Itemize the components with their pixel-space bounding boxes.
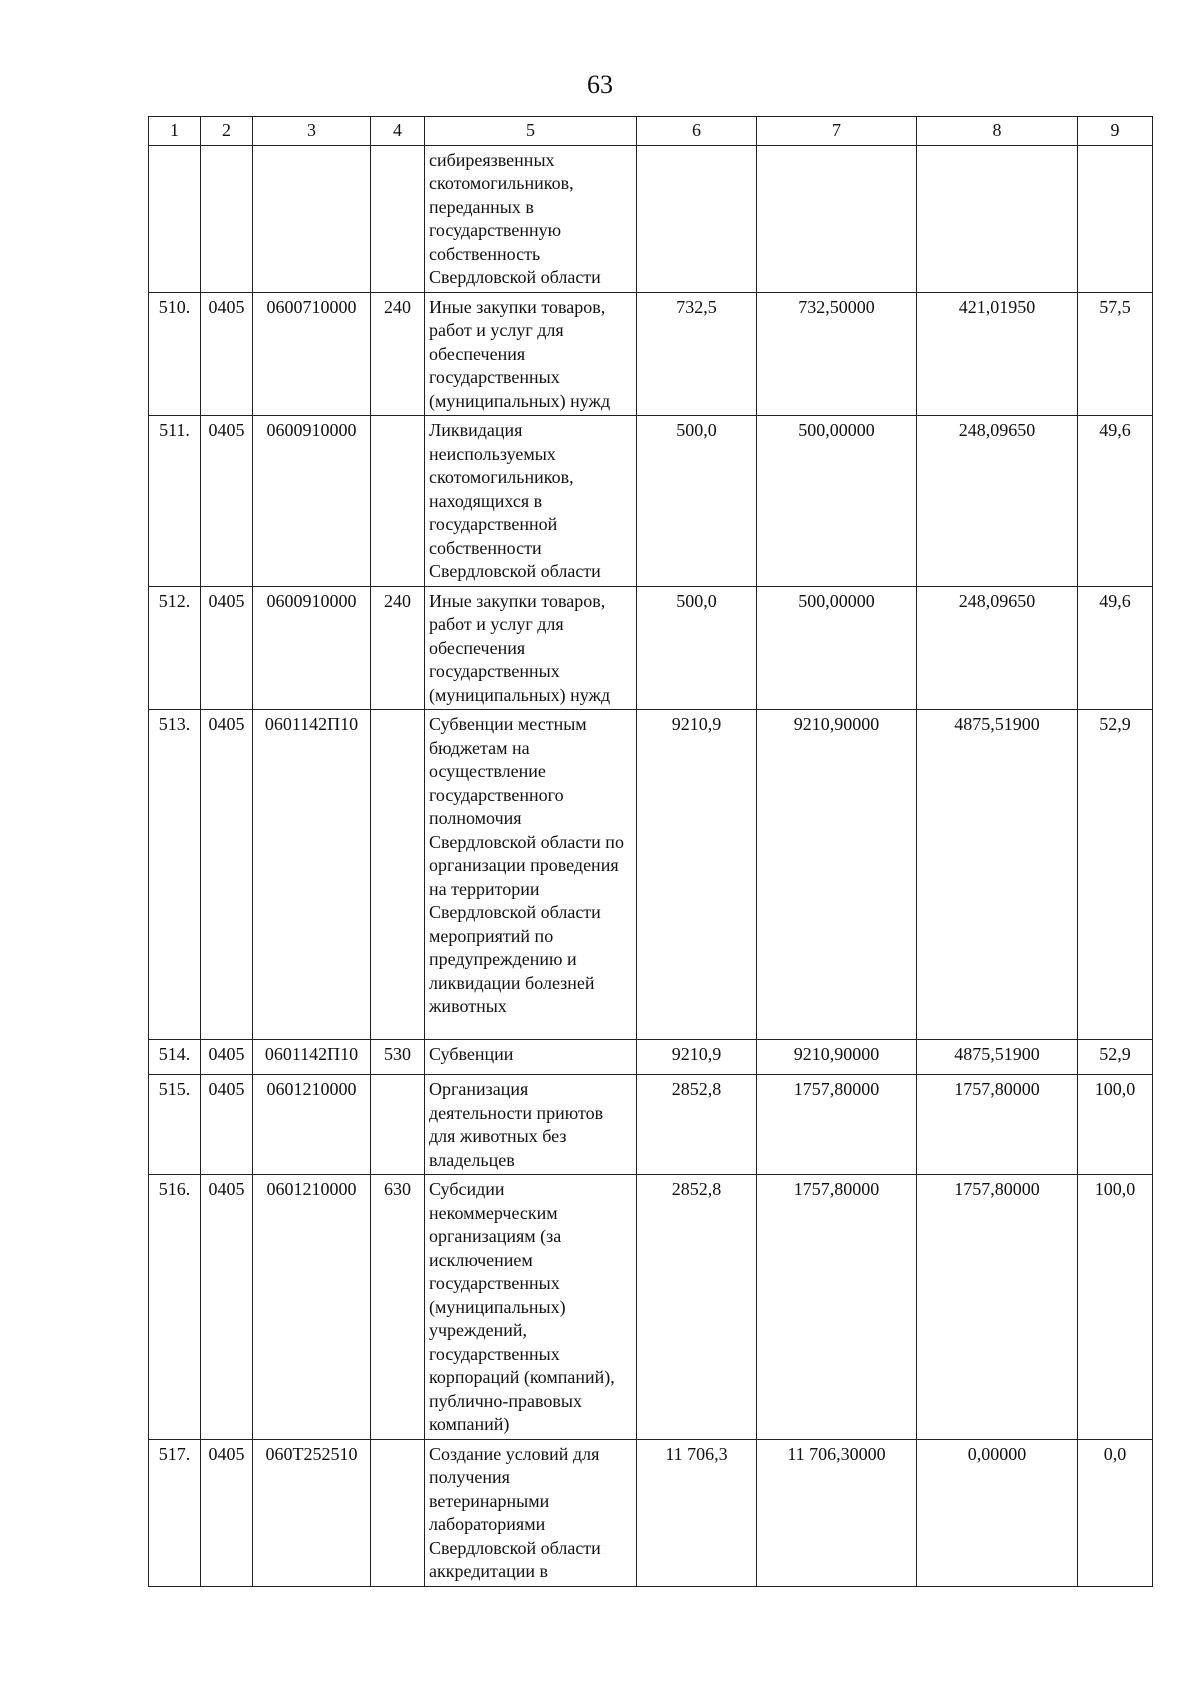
cell-num: 512. [149,586,201,710]
table-row [149,1040,1153,1075]
table-row [149,1439,1153,1586]
cell-article: 0601210000 [253,1175,371,1440]
cell-article: 0600910000 [253,586,371,710]
cell-value-7 [757,145,917,292]
cell-num: 517. [149,1439,201,1586]
cell-value-6: 9210,9 [637,710,757,1040]
cell-article: 0601142П10 [253,1040,371,1075]
cell-value-7: 1757,80000 [757,1075,917,1175]
cell-num: 514. [149,1040,201,1075]
cell-value-7: 732,50000 [757,292,917,416]
table-row [149,1075,1153,1175]
page-number: 63 [587,70,613,99]
cell-num: 511. [149,416,201,587]
cell-value-6: 2852,8 [637,1075,757,1175]
table-row [149,416,1153,587]
cell-num: 515. [149,1075,201,1175]
table-row [149,292,1153,416]
cell-value-7: 500,00000 [757,416,917,587]
header-col-1: 1 [149,117,201,146]
cell-section: 0405 [201,586,253,710]
cell-article: 0601210000 [253,1075,371,1175]
cell-num: 513. [149,710,201,1040]
cell-value-8: 4875,51900 [917,1040,1078,1075]
table-row [149,145,1153,292]
cell-article: 0600710000 [253,292,371,416]
cell-expense-type [371,145,425,292]
cell-article: 060Т252510 [253,1439,371,1586]
cell-name: Ликвидация неиспользуемых скотомогильников, находящихся в государственной собственности Свердловской области [425,416,637,587]
cell-value-9 [1078,145,1153,292]
cell-num: 516. [149,1175,201,1440]
table-body [149,145,1153,1586]
cell-value-8: 1757,80000 [917,1075,1078,1175]
cell-value-6 [637,145,757,292]
cell-name: Субвенции [425,1040,637,1075]
cell-section: 0405 [201,292,253,416]
cell-value-6: 11 706,3 [637,1439,757,1586]
cell-value-9: 52,9 [1078,1040,1153,1075]
cell-value-9: 49,6 [1078,586,1153,710]
cell-name: Субсидии некоммерческим организациям (за исключением государственных (муниципальных) учреждений, государственных корпораций (компаний), публично-правовых компаний) [425,1175,637,1440]
cell-section: 0405 [201,1075,253,1175]
header-col-4: 4 [371,117,425,146]
header-col-7: 7 [757,117,917,146]
cell-section: 0405 [201,1175,253,1440]
cell-value-6: 500,0 [637,586,757,710]
cell-value-7: 9210,90000 [757,1040,917,1075]
header-row [149,117,1153,146]
cell-expense-type: 240 [371,586,425,710]
cell-value-8: 1757,80000 [917,1175,1078,1440]
cell-value-7: 11 706,30000 [757,1439,917,1586]
cell-section: 0405 [201,1439,253,1586]
cell-article: 0600910000 [253,416,371,587]
cell-value-8: 0,00000 [917,1439,1078,1586]
cell-value-8: 248,09650 [917,416,1078,587]
cell-name: Организация деятельности приютов для животных без владельцев [425,1075,637,1175]
cell-section: 0405 [201,416,253,587]
cell-section [201,145,253,292]
cell-value-7: 9210,90000 [757,710,917,1040]
cell-value-8: 4875,51900 [917,710,1078,1040]
cell-expense-type: 530 [371,1040,425,1075]
cell-value-9: 0,0 [1078,1439,1153,1586]
cell-num: 510. [149,292,201,416]
cell-value-6: 9210,9 [637,1040,757,1075]
header-col-9: 9 [1078,117,1153,146]
cell-value-7: 1757,80000 [757,1175,917,1440]
budget-table [148,116,1153,1587]
cell-value-8: 248,09650 [917,586,1078,710]
cell-value-8: 421,01950 [917,292,1078,416]
cell-value-9: 100,0 [1078,1075,1153,1175]
cell-article [253,145,371,292]
cell-value-9: 57,5 [1078,292,1153,416]
cell-expense-type [371,1075,425,1175]
cell-name: Иные закупки товаров, работ и услуг для обеспечения государственных (муниципальных) нужд [425,586,637,710]
cell-section: 0405 [201,1040,253,1075]
cell-value-9: 49,6 [1078,416,1153,587]
cell-section: 0405 [201,710,253,1040]
cell-expense-type [371,710,425,1040]
cell-name: Субвенции местным бюджетам на осуществление государственного полномочия Свердловской области по организации проведения на территории Свердловской области мероприятий по предупреждению и ликвидации болезней животных [425,710,637,1040]
cell-name: Иные закупки товаров, работ и услуг для обеспечения государственных (муниципальных) нужд [425,292,637,416]
cell-name: сибиреязвенных скотомогильников, переданных в государственную собственность Свердловской области [425,145,637,292]
cell-expense-type: 240 [371,292,425,416]
header-col-5: 5 [425,117,637,146]
cell-article: 0601142П10 [253,710,371,1040]
cell-value-6: 732,5 [637,292,757,416]
cell-value-7: 500,00000 [757,586,917,710]
cell-value-6: 2852,8 [637,1175,757,1440]
cell-value-9: 100,0 [1078,1175,1153,1440]
table-row [149,586,1153,710]
table-row [149,710,1153,1040]
header-col-8: 8 [917,117,1078,146]
header-col-6: 6 [637,117,757,146]
header-col-2: 2 [201,117,253,146]
cell-expense-type: 630 [371,1175,425,1440]
cell-num [149,145,201,292]
cell-value-6: 500,0 [637,416,757,587]
cell-expense-type [371,416,425,587]
cell-expense-type [371,1439,425,1586]
cell-name: Создание условий для получения ветеринарными лабораториями Свердловской области аккредитации в [425,1439,637,1586]
table-row [149,1175,1153,1440]
table-header [149,117,1153,146]
cell-value-8 [917,145,1078,292]
cell-value-9: 52,9 [1078,710,1153,1040]
header-col-3: 3 [253,117,371,146]
